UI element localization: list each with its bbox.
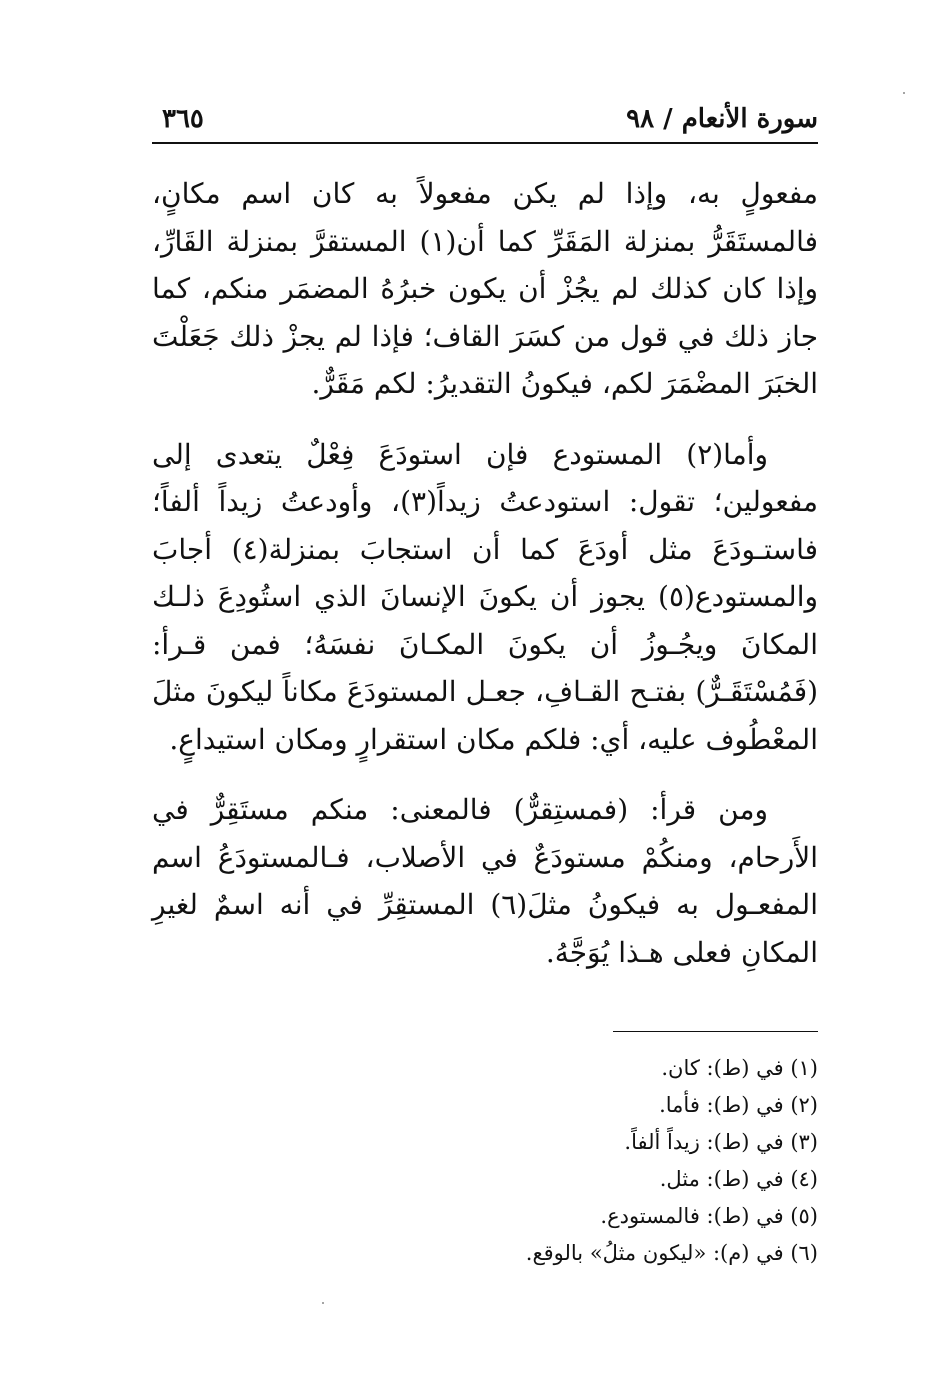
chapter-title: سورة الأنعام / ٩٨: [626, 104, 818, 134]
paragraph: مفعولٍ به، وإذا لم يكن مفعولاً به كان اسم مكانٍ، فالمستَقَرُّ بمنزلة المَقَرِّ كما أن(١) المستقرَّ بمنزلة القَارِّ، وإذا كان كذلك لم يجُزْ أن يكون خبرُهُ المضمَر منكم، كما جاز ذلك في قول من كسَرَ القاف؛ فإذا لم يجزْ ذلك جَعَلْتَ الخبَرَ المضْمَرَ لكم، فيكونُ التقديرُ: لكم مَقَرٌّ.: [152, 177, 819, 400]
footnote: (٥) في (ط): فالمستودع.: [600, 1204, 818, 1228]
paragraph: وأما(٢) المستودع فإن استودَعَ فِعْلٌ يتعدى إلى مفعولين؛ تقول: استودعتُ زيداً(٣)، وأودعتُ زيداً ألفاً؛ فاستـودَعَ مثل أودَعَ كما أن استجابَ بمنزلة(٤) أجابَ والمستودع(٥) يجوز أن يكونَ الإنسانَ الذي استُودِعَ ذلـك المكانَ ويجُـوزُ أن يكونَ المكـانَ نفسَهُ؛ فمن قـرأ: (فَمُسْتَقَـرٌّ) بفتـح القـافِ، جعـل المستودَعَ مكاناً ليكونَ مثلَ المعْطُوف عليه، أي: فلكم مكان استقرارٍ ومكان استيداعٍ.: [152, 437, 819, 756]
paragraph: ومن قرأ: (فمستِقرٌّ) فالمعنى: منكم مستَقِرٌّ في الأَرحام، ومنكُمْ مستودَعٌ في الأصلاب، فـالمستودَعُ اسم المفعـول به فيكونُ مثلَ(٦) المستقِرِّ في أنه اسمٌ لغيرِ المكانِ فعلى هـذا يُوَجَّهُ.: [152, 793, 818, 969]
page-header: [152, 102, 818, 144]
page-number: ٣٦٥: [162, 104, 204, 134]
footnote: (٣) في (ط): زيداً ألفاً.: [624, 1130, 818, 1154]
footnotes-list: [318, 1050, 818, 1272]
footnote: (٢) في (ط): فأما.: [659, 1093, 818, 1117]
footnote: (٤) في (ط): مثل.: [659, 1167, 818, 1191]
footnote: (٦) في (م): «ليكون مثلُ» بالوقع.: [525, 1241, 818, 1265]
footnote: (١) في (ط): كان.: [661, 1056, 818, 1080]
scan-speck: [903, 92, 905, 94]
main-text: [152, 170, 818, 976]
scan-speck: [322, 1302, 324, 1304]
footnote-divider: [613, 1031, 818, 1032]
